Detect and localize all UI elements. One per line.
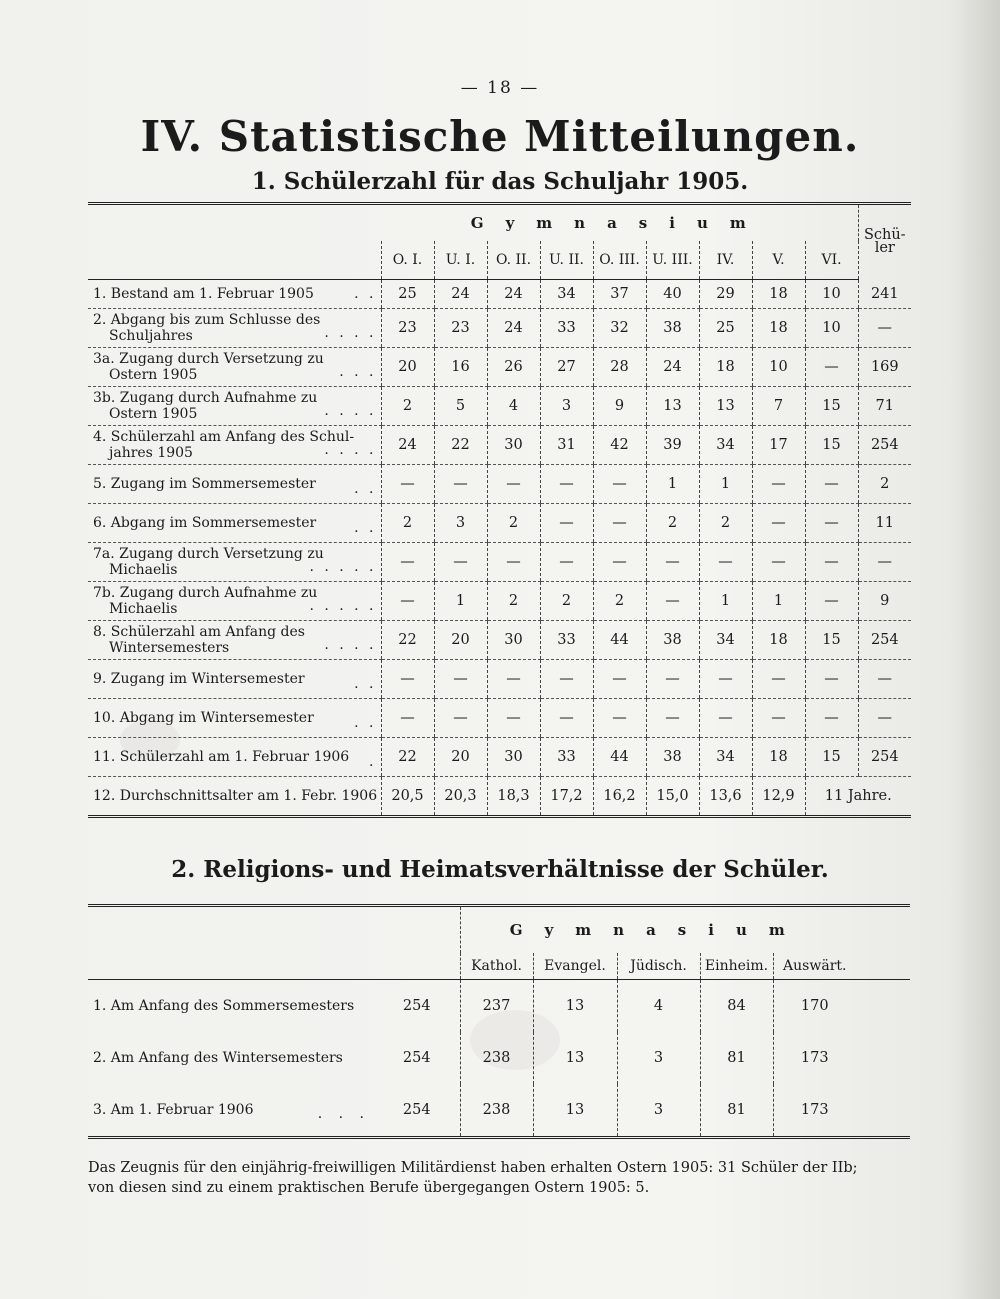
- cell-value: 23: [434, 309, 487, 348]
- row-label-line: 8. Schülerzahl am Anfang des: [93, 624, 305, 640]
- cell-value: 2: [487, 582, 540, 621]
- row-label-line: 12. Durchschnittsalter am 1. Febr. 1906: [93, 788, 378, 804]
- column-header: O. II.: [487, 241, 540, 280]
- cell-value: —: [805, 504, 858, 543]
- cell-value: —: [434, 660, 487, 699]
- cell-value: 39: [646, 426, 699, 465]
- gymnasium-header: [460, 906, 856, 954]
- cell-value: 1: [699, 582, 752, 621]
- table-row: [88, 621, 911, 660]
- row-label: [88, 309, 381, 348]
- row-label-text: 3. Am 1. Februar 1906: [93, 1102, 254, 1118]
- column-header: Kathol.: [460, 953, 533, 980]
- column-header: O. III.: [593, 241, 646, 280]
- stub-header: [88, 204, 381, 242]
- leader-dots: . .: [354, 286, 377, 302]
- cell-value: 2: [381, 387, 434, 426]
- cell-value: 25: [699, 309, 752, 348]
- cell-value: 173: [773, 1084, 856, 1138]
- leader-dots: . .: [354, 715, 377, 731]
- gymnasium-total: 254: [402, 1050, 431, 1066]
- students-header-line2: ler: [874, 240, 895, 257]
- column-header: U. I.: [434, 241, 487, 280]
- gymnasium-total: 254: [402, 998, 431, 1014]
- leader-dots: . . . . .: [309, 598, 377, 614]
- cell-value: 13: [699, 387, 752, 426]
- row-label-line: 11. Schülerzahl am 1. Februar 1906: [93, 749, 350, 765]
- cell-value: 15: [805, 426, 858, 465]
- cell-value: 20: [434, 621, 487, 660]
- cell-value: 32: [593, 309, 646, 348]
- cell-value: —: [805, 348, 858, 387]
- cell-value: 38: [646, 621, 699, 660]
- row-label: [88, 426, 381, 465]
- table-row: [88, 543, 911, 582]
- table-row: [88, 582, 911, 621]
- cell-value: 20,5: [381, 777, 434, 817]
- table-row: [88, 777, 911, 817]
- cell-value: —: [699, 543, 752, 582]
- leader-dots: . . . .: [324, 403, 377, 419]
- row-label: [88, 582, 381, 621]
- column-header: U. III.: [646, 241, 699, 280]
- cell-value: 3: [540, 387, 593, 426]
- total-value: —: [858, 543, 911, 582]
- row-label: [88, 543, 381, 582]
- cell-value: 16,2: [593, 777, 646, 817]
- row-label-line: 7b. Zugang durch Aufnahme zu: [93, 585, 318, 601]
- row-label: [88, 621, 381, 660]
- row-label-line: 1. Bestand am 1. Februar 1905: [93, 286, 314, 302]
- table-row: [88, 309, 911, 348]
- cell-value: 7: [752, 387, 805, 426]
- cell-value: —: [646, 660, 699, 699]
- cell-value: 44: [593, 621, 646, 660]
- cell-value: 20: [381, 348, 434, 387]
- total-value: 9: [858, 582, 911, 621]
- table-row: [88, 980, 910, 1033]
- section-title: IV. Statistische Mitteilungen.: [140, 112, 860, 161]
- footnote: [88, 1158, 918, 1198]
- footnote-line2: von diesen sind zu einem praktischen Berufe übergegangen Ostern 1905: 5.: [88, 1180, 650, 1196]
- cell-value: 22: [381, 738, 434, 777]
- cell-value: —: [487, 660, 540, 699]
- cell-value: —: [593, 699, 646, 738]
- leader-dots: . . . .: [324, 637, 377, 653]
- cell-value: 2: [646, 504, 699, 543]
- cell-value: 5: [434, 387, 487, 426]
- cell-value: —: [381, 465, 434, 504]
- cell-value: —: [434, 543, 487, 582]
- cell-value: 2: [540, 582, 593, 621]
- cell-value: —: [699, 660, 752, 699]
- cell-value: 24: [646, 348, 699, 387]
- cell-value: 16: [434, 348, 487, 387]
- cell-value: —: [381, 699, 434, 738]
- cell-value: 17,2: [540, 777, 593, 817]
- cell-value: 33: [540, 621, 593, 660]
- table-row: [88, 1032, 910, 1084]
- cell-value: 34: [699, 738, 752, 777]
- table-row: [88, 348, 911, 387]
- cell-value: —: [699, 699, 752, 738]
- row-label-line: Michaelis: [109, 601, 178, 617]
- total-value: 11 Jahre.: [805, 777, 911, 817]
- cell-value: —: [434, 465, 487, 504]
- leader-dots: . .: [354, 676, 377, 692]
- row-label-line: 7a. Zugang durch Versetzung zu: [93, 546, 324, 562]
- spacer-cell: [856, 980, 910, 1033]
- row-label-line: 2. Abgang bis zum Schlusse des: [93, 312, 321, 328]
- cell-value: —: [646, 699, 699, 738]
- total-value: —: [858, 660, 911, 699]
- cell-value: 1: [646, 465, 699, 504]
- total-value: 254: [858, 738, 911, 777]
- row-label: [88, 1032, 374, 1084]
- cell-value: 24: [434, 280, 487, 309]
- page-number: — 18 —: [460, 78, 540, 98]
- row-label: [88, 777, 381, 817]
- cell-value: —: [540, 660, 593, 699]
- row-label-line: 5. Zugang im Sommersemester: [93, 476, 316, 492]
- row-label-line: 6. Abgang im Sommersemester: [93, 515, 317, 531]
- cell-value: 173: [773, 1032, 856, 1084]
- total-value: —: [858, 699, 911, 738]
- cell-value: —: [805, 465, 858, 504]
- cell-value: 20,3: [434, 777, 487, 817]
- cell-value: 238: [460, 1032, 533, 1084]
- column-header: V.: [752, 241, 805, 280]
- cell-value: —: [752, 660, 805, 699]
- cell-value: 81: [700, 1084, 773, 1138]
- stub-header: [88, 906, 374, 954]
- cell-value: 18: [699, 348, 752, 387]
- leader-dots: . . . . .: [309, 559, 377, 575]
- cell-value: 9: [593, 387, 646, 426]
- total-header: [374, 953, 460, 980]
- table-row: [88, 1084, 910, 1138]
- cell-value: 2: [593, 582, 646, 621]
- cell-value: 17: [752, 426, 805, 465]
- cell-value: 237: [460, 980, 533, 1033]
- cell-value: 18: [752, 621, 805, 660]
- cell-value: 15: [805, 387, 858, 426]
- row-label-text: 2. Am Anfang des Wintersemesters: [93, 1050, 343, 1066]
- cell-value: —: [593, 504, 646, 543]
- students-header: [858, 204, 911, 280]
- spacer-cell: [856, 1032, 910, 1084]
- cell-value: —: [805, 582, 858, 621]
- row-label: [88, 348, 381, 387]
- cell-value: 38: [646, 309, 699, 348]
- cell-value: —: [487, 543, 540, 582]
- cell-value: 4: [487, 387, 540, 426]
- cell-value: —: [593, 465, 646, 504]
- cell-value: —: [752, 699, 805, 738]
- column-header: O. I.: [381, 241, 434, 280]
- row-label-line: Ostern 1905: [109, 367, 198, 383]
- leader-dots: . . .: [317, 1106, 370, 1122]
- row-label-line: jahres 1905: [109, 445, 193, 461]
- total-value: 2: [858, 465, 911, 504]
- cell-value: —: [540, 504, 593, 543]
- row-label: [88, 980, 374, 1033]
- column-header: Einheim.: [700, 953, 773, 980]
- cell-value: —: [752, 465, 805, 504]
- cell-value: —: [805, 543, 858, 582]
- cell-value: 84: [700, 980, 773, 1033]
- cell-value: —: [540, 465, 593, 504]
- cell-value: 1: [752, 582, 805, 621]
- cell-value: —: [381, 582, 434, 621]
- cell-value: 1: [434, 582, 487, 621]
- table-row: [88, 465, 911, 504]
- cell-value: 10: [805, 309, 858, 348]
- cell-value: 2: [381, 504, 434, 543]
- cell-value: 23: [381, 309, 434, 348]
- total-value: 254: [858, 426, 911, 465]
- cell-value: 33: [540, 738, 593, 777]
- leader-dots: . . . .: [324, 442, 377, 458]
- row-label: [88, 504, 381, 543]
- total-value: 254: [858, 621, 911, 660]
- row-label-line: 3b. Zugang durch Aufnahme zu: [93, 390, 318, 406]
- table-row: [88, 699, 911, 738]
- leader-dots: . .: [354, 520, 377, 536]
- cell-value: 18,3: [487, 777, 540, 817]
- spacer-cell: [856, 906, 910, 954]
- cell-value: 13: [533, 1032, 617, 1084]
- column-header: Auswärt.: [773, 953, 856, 980]
- cell-value: 10: [805, 280, 858, 309]
- cell-value: —: [540, 699, 593, 738]
- row-label-line: 4. Schülerzahl am Anfang des Schul-: [93, 429, 355, 445]
- cell-value: 18: [752, 280, 805, 309]
- table-row: [88, 426, 911, 465]
- gymnasium-header-text: Gymnasium: [470, 214, 768, 232]
- row-label: [88, 738, 381, 777]
- cell-value: —: [805, 699, 858, 738]
- row-label-line: 9. Zugang im Wintersemester: [93, 671, 305, 687]
- cell-value: 24: [487, 280, 540, 309]
- cell-value: —: [540, 543, 593, 582]
- stub-header: [88, 241, 381, 280]
- cell-value: 10: [752, 348, 805, 387]
- cell-value: 22: [434, 426, 487, 465]
- cell-value: —: [487, 465, 540, 504]
- cell-value: 40: [646, 280, 699, 309]
- row-label-line: 10. Abgang im Wintersemester: [93, 710, 314, 726]
- row-label: [88, 1084, 374, 1138]
- spacer-cell: [856, 953, 910, 980]
- cell-value: 81: [700, 1032, 773, 1084]
- cell-value: 29: [699, 280, 752, 309]
- cell-value: 33: [540, 309, 593, 348]
- cell-value: —: [381, 543, 434, 582]
- cell-value: 22: [381, 621, 434, 660]
- total-value: 169: [858, 348, 911, 387]
- cell-value: 13: [646, 387, 699, 426]
- cell-value: 37: [593, 280, 646, 309]
- cell-value: 238: [460, 1084, 533, 1138]
- cell-value: 13: [533, 1084, 617, 1138]
- row-label: [88, 387, 381, 426]
- spacer-cell: [856, 1084, 910, 1138]
- cell-value: —: [381, 660, 434, 699]
- cell-value: —: [752, 543, 805, 582]
- cell-value: 170: [773, 980, 856, 1033]
- cell-value: 24: [487, 309, 540, 348]
- row-label: [88, 465, 381, 504]
- leader-dots: . . . .: [324, 325, 377, 341]
- table1-title: 1. Schülerzahl für das Schuljahr 1905.: [251, 168, 749, 195]
- row-label-line: Michaelis: [109, 562, 178, 578]
- cell-value: —: [752, 504, 805, 543]
- row-label: [88, 699, 381, 738]
- column-header: IV.: [699, 241, 752, 280]
- table-row: [88, 660, 911, 699]
- cell-value: 2: [487, 504, 540, 543]
- cell-value: 15: [805, 738, 858, 777]
- students-header-line1: Schü-: [863, 227, 906, 244]
- cell-value: 34: [699, 426, 752, 465]
- cell-value: —: [805, 660, 858, 699]
- stub-header: [88, 953, 374, 980]
- row-label: [88, 280, 381, 309]
- cell-value: 12,9: [752, 777, 805, 817]
- cell-value: 2: [699, 504, 752, 543]
- column-header: Evangel.: [533, 953, 617, 980]
- cell-value: 42: [593, 426, 646, 465]
- leader-dots: .: [369, 754, 377, 770]
- cell-value: 24: [381, 426, 434, 465]
- cell-value: 27: [540, 348, 593, 387]
- cell-value: —: [646, 582, 699, 621]
- gymnasium-total: 254: [402, 1102, 431, 1118]
- cell-value: —: [646, 543, 699, 582]
- cell-value: 31: [540, 426, 593, 465]
- cell-value: 15: [805, 621, 858, 660]
- row-label-line: Wintersemesters: [109, 640, 230, 656]
- total-value: 241: [858, 280, 911, 309]
- table-row: [88, 738, 911, 777]
- cell-value: 28: [593, 348, 646, 387]
- total-value: —: [858, 309, 911, 348]
- cell-value: 30: [487, 426, 540, 465]
- cell-value: 30: [487, 621, 540, 660]
- cell-value: 13: [533, 980, 617, 1033]
- cell-value: 25: [381, 280, 434, 309]
- cell-value: 34: [540, 280, 593, 309]
- footnote-line1: Das Zeugnis für den einjährig-freiwilligen Militärdienst haben erhalten Ostern 1905: 31 Schüler der IIb;: [88, 1160, 858, 1176]
- cell-value: 15,0: [646, 777, 699, 817]
- cell-value: —: [593, 660, 646, 699]
- cell-value: —: [487, 699, 540, 738]
- row-label-line: Schuljahres: [109, 328, 193, 344]
- row-label-text: 1. Am Anfang des Sommersemesters: [93, 998, 355, 1014]
- religion-table: [88, 904, 910, 1139]
- cell-value: 44: [593, 738, 646, 777]
- cell-value: 30: [487, 738, 540, 777]
- column-header: VI.: [805, 241, 858, 280]
- total-value: 11: [858, 504, 911, 543]
- table-row: [88, 280, 911, 309]
- cell-value: 18: [752, 309, 805, 348]
- cell-value: 1: [699, 465, 752, 504]
- cell-value: 3: [434, 504, 487, 543]
- row-label-line: Ostern 1905: [109, 406, 198, 422]
- leader-dots: . .: [354, 481, 377, 497]
- cell-value: 20: [434, 738, 487, 777]
- table2-title: 2. Religions- und Heimatsverhältnisse der Schüler.: [171, 856, 829, 883]
- gymnasium-header-text: Gymnasium: [509, 921, 807, 939]
- cell-value: 4: [617, 980, 700, 1033]
- cell-value: 34: [699, 621, 752, 660]
- cell-value: —: [593, 543, 646, 582]
- table-row: [88, 387, 911, 426]
- gymnasium-header: [381, 204, 858, 242]
- cell-value: 18: [752, 738, 805, 777]
- column-header: U. II.: [540, 241, 593, 280]
- cell-value: 3: [617, 1084, 700, 1138]
- cell-value: 26: [487, 348, 540, 387]
- total-value: 71: [858, 387, 911, 426]
- column-header: Jüdisch.: [617, 953, 700, 980]
- cell-value: 3: [617, 1032, 700, 1084]
- leader-dots: . . .: [339, 364, 377, 380]
- table-row: [88, 504, 911, 543]
- student-count-table: [88, 202, 911, 818]
- cell-value: —: [434, 699, 487, 738]
- row-label-line: 3a. Zugang durch Versetzung zu: [93, 351, 324, 367]
- cell-value: 13,6: [699, 777, 752, 817]
- row-label: [88, 660, 381, 699]
- total-header: [374, 906, 460, 954]
- cell-value: 38: [646, 738, 699, 777]
